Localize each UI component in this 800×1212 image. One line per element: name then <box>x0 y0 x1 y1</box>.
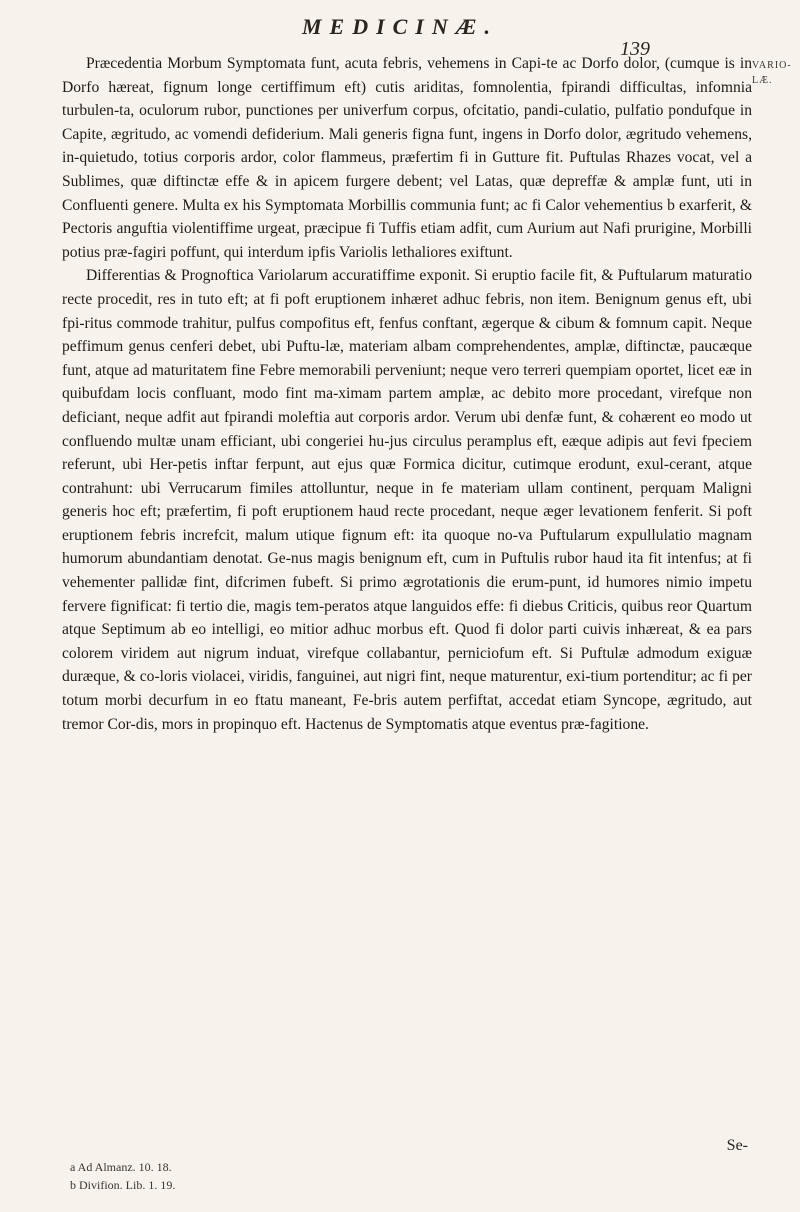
page-number: 139 <box>620 38 650 60</box>
body-text <box>62 52 752 736</box>
catchword: Se- <box>726 1137 748 1154</box>
footnote-b: b Divifion. Lib. 1. 19. <box>70 1178 176 1192</box>
footnote-a: a Ad Almanz. 10. 18. <box>70 1160 172 1174</box>
page-header <box>0 8 800 60</box>
running-title: MEDICINÆ. <box>301 14 499 39</box>
footnotes <box>70 1158 490 1194</box>
paragraph-symptoms: Præcedentia Morbum Symptomata funt, acuta febris, vehemens in Capi-te ac Dorfo dolor, (cumque is in Dorfo hæreat, fignum longe certiffimum eft) cutis ariditas, fomnolentia, fpirandi difficultas, infomnia turbulen-ta, oculorum rubor, punctiones per univerfum corpus, ofcitatio, pandi-culatio, pulfatio pondufque in Capite, ægritudo, ac vomendi defiderium. Mali generis figna funt, ingens in Dorfo dolor, ægritudo vehemens, in-quietudo, totius corporis ardor, color flammeus, præfertim fi in Gutture fit. Puftulas Rhazes vocat, vel a Sublimes, quæ diftinctæ effe & in apicem furgere debent; vel Latas, quæ depreffæ & amplæ funt, uti in Confluenti genere. Multa ex his Symptomata Morbillis communia funt; ac fi Calor vehementius b exarferit, & Pectoris anguftia violentiffime urgeat, præcipue fi Tuffis etiam adfit, cum Aurium aut Nafi prurigine, Morbilli potius præ-fagiri poffunt, qui interdum ipfis Variolis lethaliores exiftunt. <box>62 55 752 261</box>
paragraph-prognostics: Differentias & Prognoftica Variolarum accuratiffime exponit. Si eruptio facile fit, & Puftularum maturatio recte procedit, res in tuto eft; at fi poft eruptionem inhæret adhuc febris, non item. Benignum genus eft, ubi fpi-ritus commode trahitur, pulfus compofitus eft, fenfus conftant, ægerque & cibum & fomnum capit. Neque peffimum genus cenferi debet, ubi Puftu-læ, materiam albam comprehendentes, amplæ, diftinctæ, paucæque funt, atque ad maturitatem fine Febre memorabili perveniunt; neque vero terreri quempiam oportet, licet eæ in quibufdam locis confluant, modo fint ma-ximam partem amplæ, ac debito more procedant, virefque non deficiant, neque adfit aut fpirandi moleftia aut corporis ardor. Verum ubi denfæ funt, & cohærent eo modo ut confluendo multæ unam efficiant, ubi congeriei hu-jus circulus peramplus eft, eæque adipis aut fevi fpeciem referunt, ubi Her-petis inftar ferpunt, aut ejus quæ Formica dicitur, cutimque erodunt, exul-cerant, atque contrahunt: ubi Verrucarum fimiles attolluntur, neque in fe materiam ullam continent, perquam Maligni generis hoc eft; præfertim, fi poft eruptionem haud recte procedant, neque æger levationem fenferit. Si poft eruptionem febris increfcit, malum utique fignum eft: ita quoque no-va Puftularum expullulatio magnam humorum abundantiam denotat. Ge-nus magis benignum eft, cum in Puftulis rubor haud ita fit intenfus; at fi vehementer pallidæ fint, difcrimen fubeft. Si primo ægrotationis die erum-punt, id humores nimio impetu fervere fignificat: fi tertio die, magis tem-peratos atque languidos effe: fi diebus Criticis, quibus reor Quartum atque Septimum ab eo intelligi, eo mitior adhuc morbus eft. Quod fi dolor parti cuivis inhæreat, & ea pars colorem viridem aut nigrum induat, virefque collabantur, perniciofum eft. Si Puftulæ admodum exiguæ duræque, & co-loris violacei, viridis, fanguinei, aut nigri fint, neque maturentur, exi-tium portenditur; ac fi per totum morbi decurfum in eo ftatu maneant, Fe-bris autem perfiftat, accedat etiam Syncope, ægritudo, aut tremor Cor-dis, mors in propinquo eft. Hactenus de Symptomatis atque eventus præ-fagitione. <box>62 267 752 733</box>
margin-note: VARIO- LÆ. <box>752 60 792 86</box>
